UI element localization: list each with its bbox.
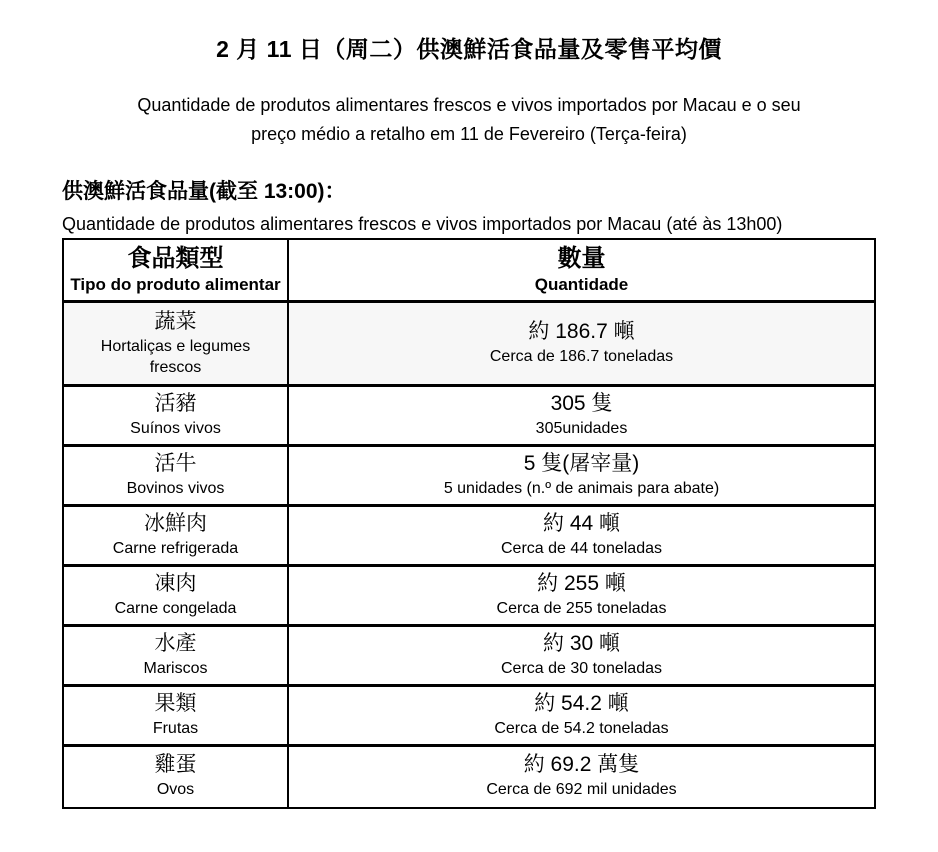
quantity-zh: 約 255 噸 [537, 572, 626, 595]
food-type-cell [63, 386, 288, 446]
table-row-seafood [63, 626, 875, 686]
quantity-cell [288, 446, 875, 506]
food-type-pt: Carne refrigerada [112, 540, 239, 557]
food-type-cell [63, 506, 288, 566]
food-type-zh: 活牛 [154, 452, 197, 475]
page-title: 2 月 11 日（周二）供澳鮮活食品量及零售平均價 [216, 36, 722, 62]
quantity-zh: 約 69.2 萬隻 [523, 753, 640, 777]
food-type-zh: 凍肉 [154, 572, 197, 595]
header-quantity-zh: 數量 [557, 245, 606, 272]
quantity-zh: 約 30 噸 [542, 632, 621, 655]
food-type-cell [63, 746, 288, 808]
quantity-zh: 約 44 噸 [542, 512, 621, 535]
quantity-zh: 5 隻(屠宰量) [523, 452, 640, 475]
table-row-fruits [63, 686, 875, 746]
quantity-cell [288, 386, 875, 446]
quantity-cell [288, 506, 875, 566]
subtitle-line-1: Quantidade de produtos alimentares frescos e vivos importados por Macau e o seu [137, 95, 801, 115]
table-row-vegetables [63, 302, 875, 386]
quantity-pt: 305unidades [535, 420, 628, 437]
quantity-pt: Cerca de 255 toneladas [496, 600, 667, 617]
quantity-cell [288, 302, 875, 386]
quantity-pt: Cerca de 54.2 toneladas [494, 720, 669, 737]
food-type-cell [63, 626, 288, 686]
food-type-zh: 水產 [154, 632, 197, 655]
food-type-cell [63, 686, 288, 746]
header-row [63, 239, 875, 302]
quantity-zh: 約 186.7 噸 [528, 320, 635, 343]
food-type-pt: Hortaliças e legumes frescos [100, 337, 251, 376]
table-caption-pt: Quantidade de produtos alimentares frescos e vivos importados por Macau (até às 13h00) [62, 214, 783, 234]
section-heading-zh: 供澳鮮活食品量(截至 13:00)： [62, 180, 346, 203]
table-body [63, 302, 875, 808]
food-type-zh: 蔬菜 [154, 309, 197, 333]
food-type-zh: 冰鮮肉 [144, 512, 207, 535]
header-food-type-zh: 食品類型 [127, 245, 224, 272]
food-supply-table [62, 238, 876, 809]
quantity-pt: 5 unidades (n.º de animais para abate) [443, 480, 720, 497]
food-type-zh: 雞蛋 [154, 753, 197, 777]
quantity-pt: Cerca de 692 mil unidades [486, 781, 677, 799]
quantity-pt: Cerca de 186.7 toneladas [489, 348, 674, 365]
quantity-pt: Cerca de 44 toneladas [501, 540, 662, 557]
food-type-cell [63, 446, 288, 506]
quantity-cell [288, 626, 875, 686]
table-row-chilled-meat [63, 506, 875, 566]
food-type-pt: Ovos [156, 781, 195, 799]
food-type-pt: Mariscos [143, 660, 208, 677]
table-row-live-cattle [63, 446, 875, 506]
food-type-pt: Carne congelada [114, 600, 237, 617]
food-type-pt: Bovinos vivos [126, 480, 225, 497]
subtitle-pt [62, 91, 876, 149]
table-row-eggs [63, 746, 875, 808]
table-header [63, 239, 875, 302]
food-type-pt: Suínos vivos [130, 420, 221, 437]
header-quantity [288, 239, 875, 302]
food-type-pt: Frutas [152, 720, 199, 737]
header-food-type-pt: Tipo do produto alimentar [70, 275, 281, 294]
quantity-cell [288, 686, 875, 746]
table-row-live-pigs [63, 386, 875, 446]
table-row-frozen-meat [63, 566, 875, 626]
quantity-cell [288, 746, 875, 808]
food-type-cell [63, 302, 288, 386]
food-type-zh: 活豬 [154, 392, 197, 415]
quantity-cell [288, 566, 875, 626]
quantity-zh: 305 隻 [550, 392, 613, 415]
food-type-zh: 果類 [154, 692, 197, 715]
header-food-type [63, 239, 288, 302]
food-type-cell [63, 566, 288, 626]
quantity-zh: 約 54.2 噸 [534, 692, 629, 715]
subtitle-line-2: preço médio a retalho em 11 de Fevereiro (Terça-feira) [251, 124, 687, 144]
header-quantity-pt: Quantidade [534, 275, 629, 294]
quantity-pt: Cerca de 30 toneladas [501, 660, 662, 677]
